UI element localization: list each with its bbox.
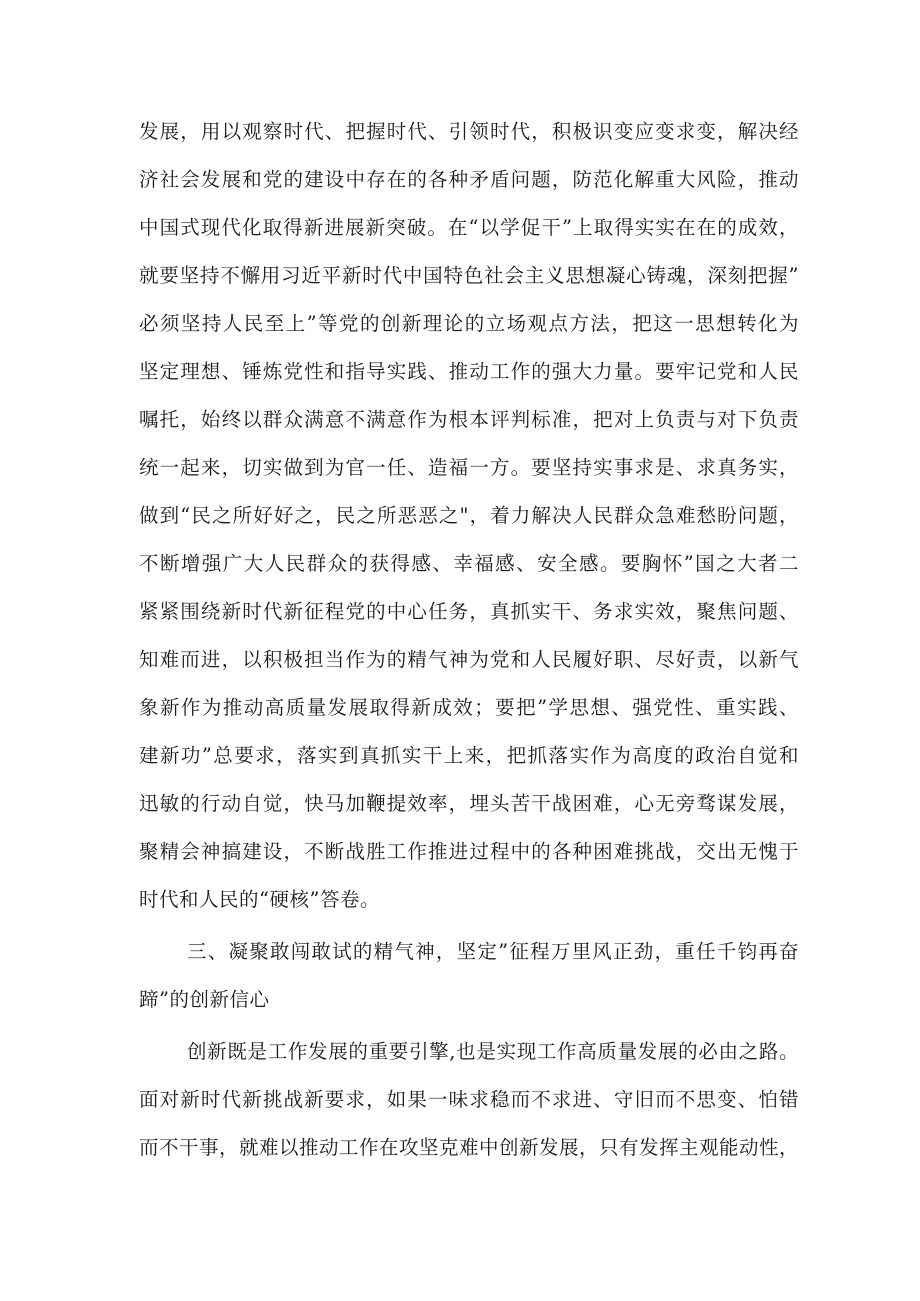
- body-line-17: 时代和人民的“硬核”答卷。: [139, 888, 380, 911]
- body-line-5: 必须坚持人民至上”等党的创新理论的立场观点方法，把这一思想转化为: [139, 312, 799, 335]
- section-heading-line-1: 三、凝聚敢闯敢试的精气神，坚定”征程万里风正劲，重任千钧再奋: [187, 940, 799, 963]
- body-line-1: 发展，用以观察时代、把握时代、引领时代，积极识变应变求变，解决经: [139, 120, 799, 143]
- body-line-3: 中国式现代化取得新进展新突破。在“以学促干”上取得实实在在的成效，: [139, 216, 799, 239]
- body-line-12: 知难而进，以积极担当作为的精气神为党和人民履好职、尽好责，以新气: [139, 648, 799, 671]
- body-line-10: 不断增强广大人民群众的获得感、幸福感、安全感。要胸怀”国之大者二: [139, 552, 799, 575]
- body-line-9: 做到“民之所好好之，民之所恶恶之"，着力解决人民群众急难愁盼问题，: [139, 504, 799, 527]
- body-line-11: 紧紧围绕新时代新征程党的中心任务，真抓实干、务求实效，聚焦问题、: [139, 600, 799, 623]
- body-line-21: 面对新时代新挑战新要求，如果一味求稳而不求进、守旧而不思变、怕错: [139, 1088, 799, 1111]
- body-line-6: 坚定理想、锤炼党性和指导实践、推动工作的强大力量。要牢记党和人民: [139, 360, 799, 383]
- body-line-20: 创新既是工作发展的重要引擎,也是实现工作高质量发展的必由之路。: [187, 1040, 799, 1063]
- body-line-7: 嘱托，始终以群众满意不满意作为根本评判标准，把对上负责与对下负责: [139, 408, 799, 431]
- section-heading-line-2: 蹄”的创新信心: [139, 988, 270, 1011]
- body-line-8: 统一起来，切实做到为官一任、造福一方。要坚持实事求是、求真务实，: [139, 456, 799, 479]
- body-line-22: 而不干事，就难以推动工作在攻坚克难中创新发展，只有发挥主观能动性，: [139, 1136, 800, 1159]
- body-line-4: 就要坚持不懈用习近平新时代中国特色社会主义思想凝心铸魂，深刻把握”: [139, 264, 799, 287]
- body-line-2: 济社会发展和党的建设中存在的各种矛盾问题，防范化解重大风险，推动: [139, 168, 799, 191]
- body-line-16: 聚精会神搞建设，不断战胜工作推进过程中的各种困难挑战，交出无愧于: [139, 840, 799, 863]
- body-line-15: 迅敏的行动自觉，快马加鞭提效率，埋头苦干战困难，心无旁骛谋发展，: [139, 792, 799, 815]
- body-line-14: 建新功”总要求，落实到真抓实干上来，把抓落实作为高度的政治自觉和: [139, 744, 799, 767]
- body-line-13: 象新作为推动高质量发展取得新成效；要把”学思想、强党性、重实践、: [139, 696, 799, 719]
